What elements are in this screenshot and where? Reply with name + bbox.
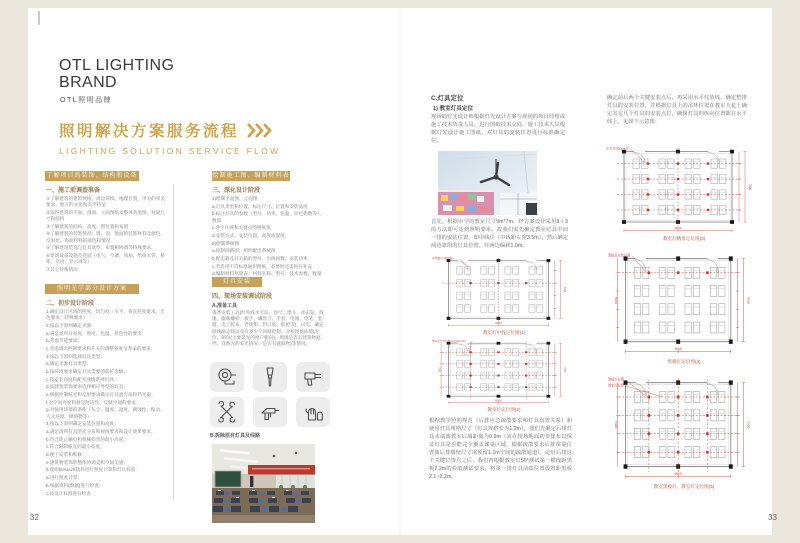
classroom-photo-image [212, 444, 315, 523]
section2-list [46, 309, 168, 498]
svg-text:7000: 7000 [437, 367, 441, 373]
svg-text:7000: 7000 [747, 183, 753, 191]
column-divider [173, 184, 174, 500]
list-item: b.配电箱及开关箱的型号、出线回数、安装功率 [212, 256, 308, 261]
list-item: 1)绘制平面图、立面图 [212, 196, 258, 201]
list-item: 4.按以下原则确定安装位置和高度： [46, 421, 119, 427]
list-item: a.满足场所对亮度、照度、色温、显色性的要求； [46, 330, 147, 336]
svg-text:9000: 9000 [674, 226, 682, 230]
svg-text:7000: 7000 [746, 420, 751, 429]
page-number-right: 33 [768, 513, 777, 522]
list-item: b.考虑节能要求； [46, 338, 82, 344]
list-item: c.按设计标准进行检查 [46, 490, 91, 496]
tool-electric-drill-icon [296, 362, 330, 392]
list-item: g.对使用环境的条件（灰尘、温度、湿度、腐蚀性、振动、人文环境、障碍物等） [46, 407, 165, 419]
list-item: c.若选用不符标准通用图纸，必要时还需进行补充 [212, 263, 313, 269]
list-item: b.符合防止触电和机械损害的最小高度； [46, 436, 128, 442]
right-paragraph-b: 确定前后两个关键安装点后，再采用水平仪放线，确定整排灯具的安装位置，并根据灯具上的吊环位置在教室天花上确定其它几个灯具的安装点位，确保灯具的纵向位置都在水平线上。见如下示意图： [607, 95, 747, 125]
plan-position-diagram [430, 339, 578, 406]
section3-title: 三、深化设计阶段 [212, 188, 261, 194]
tool-tape-measure-icon [210, 362, 244, 392]
list-item: 5.使用DIALUX软件进行照度计算和灯具校验： [46, 467, 140, 473]
tool-gloves-icon [296, 397, 330, 427]
right-paragraph-2: 首先，根据中学的教室尺寸9m*7m，经方案设计采用9＋3的方法即可达到照明要求。故我们需先确定教室灯具中间一排的安装位置，即中线位（中线距左窗3.5m）。然后确定两边靠窗的灯具位置，往两边偏移1.0m。 [431, 219, 568, 249]
svg-text:9000: 9000 [495, 322, 502, 325]
section-c-title: C.灯具定位 [431, 95, 464, 102]
svg-text:7000: 7000 [563, 286, 567, 293]
section4-title: 四、现场安装调试阶段 [212, 294, 273, 300]
plan-centerline-diagram [430, 256, 578, 329]
plan2-caption: 教室灯定位图(2) [487, 407, 521, 412]
svg-text:9000: 9000 [495, 399, 502, 403]
list-item: a.确定光源灯具类型； [46, 361, 92, 367]
svg-text:7000: 7000 [746, 296, 751, 305]
list-item: c.考虑调光控制要求和开关的调整频度及寿命的要求； [46, 345, 156, 351]
list-item: c.各个区域和关键点的照度值 [212, 225, 271, 231]
tool-caulking-gun-icon [253, 397, 287, 427]
section4-sub-a: A.准备工具 [212, 303, 238, 309]
svg-text:9000: 9000 [674, 346, 682, 351]
list-item: ⑥建筑设备设施及管道（电气、空调、风扇、给排水管、桥架、吊顶、显示屏等） [46, 253, 165, 265]
tool-wrenches-icon [210, 397, 244, 427]
list-item: ②取得建筑的平面、剖面、立面图纸及整体效果图、柱梁尺寸和结构 [46, 209, 165, 222]
page-gutter [399, 8, 401, 535]
main-title-row [59, 119, 274, 141]
list-item: b.根据资料(数据)进行检查； [46, 482, 104, 488]
list-item: e.建筑物装饰的整体协调美和空间美感； [46, 459, 128, 465]
list-item: ④了解建筑的装饰情况：墙、顶、地面的装饰材料及颜色、反射比、饰面材料的颜色和情况 [46, 231, 165, 243]
plan5-caption: 教室黑板灯、教室灯定位图(5) [653, 484, 715, 489]
plan1-caption: 教室灯中线定位图(1) [482, 330, 526, 335]
svg-text:水平仪放线定位: 水平仪放线定位 [606, 146, 630, 151]
list-item: ③了解建筑的结构、高度、窗位置和布置 [46, 223, 129, 229]
svg-text:9000: 9000 [674, 471, 682, 476]
brand-title-line1: OTL LIGHTING [59, 57, 175, 74]
banner-luminaire-install: 灯具安装 [212, 277, 262, 287]
ceiling-photo [438, 151, 537, 215]
section1-title: 一、施工前调查准备 [46, 188, 101, 194]
list-item: 1.确定设计区域的照度、均匀度（水平、垂直照度要求、光色要求、特殊要求） [46, 309, 165, 321]
svg-text:黑板灯安装位置: 黑板灯安装位置 [607, 253, 631, 258]
svg-text:7000: 7000 [613, 420, 618, 429]
right-paragraph-1: 现场的灯光设计师根据灯光设计方案与现场的项目经理或施工技术负责人员，进行图纸技术交底。施工技术人员根据灯光设计施工图纸，对灯具的安装位置进行标准确定位。 [431, 114, 565, 144]
svg-text:中线距左窗3.5m: 中线距左窗3.5m [431, 256, 454, 260]
section2-title: 二、初步设计阶段 [46, 301, 95, 307]
brand-title-line2: BRAND [59, 74, 118, 91]
list-item: d.按建筑装饰要求选择相应外型的灯具； [46, 384, 128, 390]
plan4-caption: 黑板灯定位图(4) [667, 359, 701, 364]
banner-optical-design: 照明光学部分设计方案 [45, 284, 139, 294]
banner-survey: 了解项目的装饰、结构和设备 [46, 173, 138, 179]
list-item: ①了解建筑的建筑风格、周边环境、地理位置、甲方的审美要求、地方的文化和美学特征 [46, 196, 165, 208]
list-item: ⑦其它特殊情况 [46, 266, 78, 272]
svg-text:7000: 7000 [613, 296, 618, 305]
main-title-en: LIGHTING SOLUTION SERVICE FLOW [59, 146, 281, 156]
list-item: d.编制材料用量表：材料名称、型号、技术参数、数量 [212, 271, 322, 277]
tool-putty-knife-icon [253, 362, 287, 392]
list-item: ⑤了解建筑装饰与灯具选型、布置相协调等特殊要求 [46, 245, 152, 251]
brand-title [59, 57, 174, 91]
list-item: 3.按以下原则选择灯具类型： [46, 353, 105, 359]
list-item: d.便于安装和维修； [46, 452, 87, 458]
list-item: b.按环境要求确定灯具需要的防护等级； [46, 369, 128, 374]
section4-paragraph: 备齐安装工具(红外线水平仪、卷尺、墨斗、冲击钻、线锤、膨胀螺栓、板手、螺丝刀、手套、电锤、电笔、套筒、电工胶布、老虎钳、封口胶、胶枪等)、试电、确定原线路走线以及有多少个回路控制、分析现场环境(方位、朝向(主要采光的窗户朝向)、周围是否有建筑物遮挡、自然光的采光情况、是否有遮阳物)等情况。 [212, 310, 324, 346]
triple-chevron-icon [247, 123, 274, 138]
list-item: e.根据控制眩光和反射要求确定灯具遮光角和挡光器； [46, 392, 156, 398]
right-paragraph-3: 根据教学照明规范（后排应急疏散要求和灯具布置关系）和使用灯具规格尺寸（灯具规格长为1.2m），我们先确定后排灯具末端离教室后墙距离为0.9m（需在现场地面初步排布以保证灯具是否能完全覆盖课桌区域，根据疏散要求后排课桌位置离后排墙壁尺寸需预留1.1m空间的疏散通道），定好后排这个关键位置点之后，我们再根据教室灯50°测试第一横线距黑板2.2m的验收测试要求，将第一排灯具前端位置设置距黑板2.1~2.2m。 [429, 418, 572, 480]
list-item: a.控制回路图、照明配电系统图 [212, 248, 276, 254]
svg-text:教室灯位置: 教室灯位置 [607, 383, 624, 388]
list-item: c.符合限制眩光的最小高度； [46, 444, 105, 450]
ceiling-photo-image [438, 151, 537, 215]
section3-list [212, 196, 327, 279]
main-title: 照明解决方案服务流程 [59, 123, 240, 140]
list-item: 2.按以下原则确定光源： [46, 322, 96, 328]
section1-list [46, 196, 168, 275]
tools-icon-grid [210, 362, 330, 427]
page-number-left: 32 [30, 513, 39, 522]
svg-text:7000: 7000 [562, 367, 567, 373]
list-item: 2)绘制系统图 [212, 240, 240, 246]
brand-subtitle: OTL照明品牌 [60, 97, 113, 104]
svg-text:黑板灯位置: 黑板灯位置 [607, 377, 624, 382]
list-item: a.进行照度计算； [46, 475, 82, 481]
section-c1-title: 1) 教室灯具定位 [433, 106, 474, 112]
plan-precise-diagram [604, 146, 764, 235]
margin-mark [38, 11, 40, 25]
plan-combined-diagram [606, 376, 762, 482]
svg-text:靠窗灯具往两边偏移1.0m: 靠窗灯具往两边偏移1.0m [431, 340, 466, 343]
list-item: f.对空间亮度和视觉舒适性、反映空间的要求； [46, 399, 141, 405]
section4-sub-b: B.拆除原有灯具及线路 [210, 433, 261, 439]
banner-construction-drawing: 绘制施工图、编制材料表 [212, 173, 290, 179]
plan3-caption: 教室灯精准定位图(3) [662, 236, 706, 241]
list-item: a.灯具类型和位置、标注尺寸、位置和安装高度 [212, 203, 308, 209]
list-item: b.标注灯具的参数（型号、功率、色温、显色指数等）、数量 [212, 211, 324, 223]
list-item: a.满足场所灯具的光分布和视线要求和设计效果要求； [46, 429, 156, 434]
plan-blackboard-diagram [606, 252, 762, 357]
list-item: d.安装方式、安装位置、高度或深度。 [212, 232, 290, 238]
classroom-photo [212, 444, 315, 523]
list-item: c.按安装高度和配光曲线选择灯具； [46, 376, 119, 382]
